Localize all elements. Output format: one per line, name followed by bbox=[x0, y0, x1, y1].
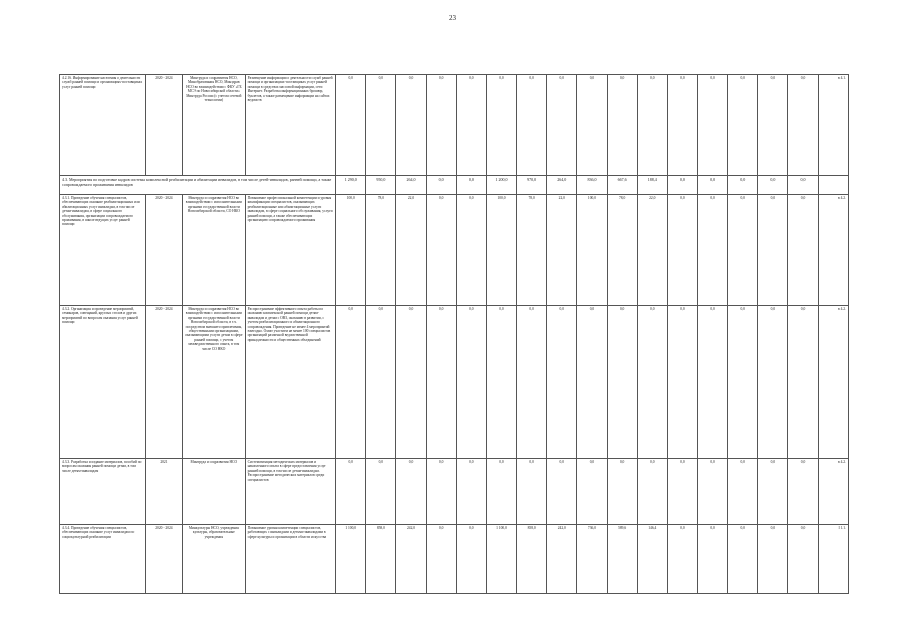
page-number: 23 bbox=[449, 14, 456, 22]
program-table bbox=[59, 74, 849, 594]
value-cell: 0,0 bbox=[517, 459, 547, 525]
value-cell: 0,0 bbox=[728, 525, 758, 594]
value-cell: 0,0 bbox=[426, 75, 456, 176]
value-cell: 1 200,0 bbox=[486, 176, 516, 195]
value-cell: 0,0 bbox=[758, 195, 788, 306]
value-cell: 0,0 bbox=[456, 195, 486, 306]
executor-cell: Минтруда и соцразвития НСО во взаимодействии с исполнительными органами государственной власти Новосибирской области, в т.ч. посредством внешнего привлечения, общественными организациями, оказывающими услуги детям в сфере ранней помощи, с учетом межведомственного опыта, в том числе СО НКО bbox=[182, 306, 245, 459]
value-cell: 0,0 bbox=[456, 176, 486, 195]
activity-cell: 4.3.1. Проведение обучения специалистов, обеспечивающих оказание реабилитационных или абилитационных услуг инвалидам, в том числе детям-инвалидам, в сфере социального обслуживания, организации сопровождаемого проживания, в школе ведущих услуг ранней помощи bbox=[60, 195, 146, 306]
value-cell: 0,0 bbox=[607, 75, 637, 176]
activity-cell: 4.3.2. Организация и проведение мероприятий, семинаров, совещаний, круглых столов и других мероприятий по вопросам оказания услуг ранней помощи bbox=[60, 306, 146, 459]
activity-cell: 4.2.16. Информирование населения о деятельности служб ранней помощи и организациях-поставщиках услуг ранней помощи bbox=[60, 75, 146, 176]
value-cell: 0,0 bbox=[698, 75, 728, 176]
table-row bbox=[60, 195, 849, 306]
value-cell: 0,0 bbox=[336, 306, 366, 459]
value-cell: 242,0 bbox=[396, 525, 426, 594]
value-cell: 858,0 bbox=[366, 525, 396, 594]
value-cell: 22,0 bbox=[637, 195, 667, 306]
value-cell: 0,0 bbox=[667, 75, 697, 176]
executor-cell: Минкультуры НСО, учреждения культуры, образовательные учреждения bbox=[182, 525, 245, 594]
years-cell: 2021 bbox=[145, 459, 182, 525]
value-cell: 100,0 bbox=[486, 195, 516, 306]
reference-cell: в 4.1. bbox=[818, 75, 848, 176]
value-cell: 0,0 bbox=[486, 459, 516, 525]
value-cell: 0,0 bbox=[426, 195, 456, 306]
value-cell: 0,0 bbox=[577, 306, 607, 459]
value-cell: 1 290,0 bbox=[336, 176, 366, 195]
value-cell: 0,0 bbox=[637, 306, 667, 459]
value-cell: 970,0 bbox=[517, 176, 547, 195]
value-cell: 0,0 bbox=[577, 75, 607, 176]
years-cell: 2020 - 2024 bbox=[145, 525, 182, 594]
value-cell: 0,0 bbox=[517, 306, 547, 459]
value-cell: 0,0 bbox=[728, 75, 758, 176]
value-cell: 0,0 bbox=[426, 306, 456, 459]
value-cell: 1 100,0 bbox=[336, 525, 366, 594]
years-cell: 2020 - 2024 bbox=[145, 75, 182, 176]
reference-cell: I 1.1. bbox=[818, 525, 848, 594]
value-cell: 0,0 bbox=[366, 459, 396, 525]
value-cell: 0,0 bbox=[547, 75, 577, 176]
table-row bbox=[60, 306, 849, 459]
value-cell: 0,0 bbox=[788, 176, 818, 195]
value-cell: 0,0 bbox=[637, 459, 667, 525]
value-cell: 0,0 bbox=[667, 306, 697, 459]
value-cell: 78,0 bbox=[607, 195, 637, 306]
value-cell: 0,0 bbox=[637, 75, 667, 176]
value-cell: 0,0 bbox=[788, 75, 818, 176]
value-cell: 0,0 bbox=[758, 459, 788, 525]
value-cell: 0,0 bbox=[788, 459, 818, 525]
value-cell: 22,0 bbox=[396, 195, 426, 306]
value-cell: 0,0 bbox=[728, 195, 758, 306]
value-cell: 0,0 bbox=[698, 306, 728, 459]
value-cell: 0,0 bbox=[698, 195, 728, 306]
table-row bbox=[60, 525, 849, 594]
value-cell: 0,0 bbox=[486, 75, 516, 176]
section-heading-cell: 4.3. Мероприятия по подготовке кадров системы комплексной реабилитации и абилитации инвалидов, в том числе детей-инвалидов, ранней помощи, а также сопровождаемого проживания инвалидов bbox=[60, 176, 336, 195]
value-cell: 0,0 bbox=[607, 459, 637, 525]
value-cell: 0,0 bbox=[486, 306, 516, 459]
result-cell: Систематизация методических материалов и накопленного опыта в сфере предоставления услуг ранней помощи, в том числе детям-инвалидам. Распространение методических материалов среди специалистов bbox=[245, 459, 336, 525]
value-cell: 736,0 bbox=[577, 525, 607, 594]
value-cell: 0,0 bbox=[336, 459, 366, 525]
result-cell: Повышение уровня компетенции специалистов, работающих с инвалидами и детьми-инвалидами в сфере культуры и организации в области искусства bbox=[245, 525, 336, 594]
value-cell: 0,0 bbox=[547, 459, 577, 525]
value-cell: 0,0 bbox=[426, 459, 456, 525]
value-cell: 0,0 bbox=[607, 306, 637, 459]
years-cell: 2020 - 2024 bbox=[145, 195, 182, 306]
value-cell: 0,0 bbox=[728, 459, 758, 525]
value-cell: 0,0 bbox=[426, 525, 456, 594]
executor-cell: Минтруда и соцразвития НСО во взаимодействии с исполнительными органами государственной власти Новосибирской области, СО НКО bbox=[182, 195, 245, 306]
value-cell: 0,0 bbox=[788, 525, 818, 594]
value-cell: 0,0 bbox=[667, 195, 697, 306]
value-cell: 0,0 bbox=[547, 306, 577, 459]
value-cell: 0,0 bbox=[426, 176, 456, 195]
value-cell: 0,0 bbox=[758, 525, 788, 594]
value-cell: 667,6 bbox=[607, 176, 637, 195]
activity-cell: 4.3.4. Проведение обучения специалистов, обеспечивающих оказание услуг инвалидам по социокультурной реабилитации bbox=[60, 525, 146, 594]
value-cell: 0,0 bbox=[667, 525, 697, 594]
value-cell: 0,0 bbox=[456, 459, 486, 525]
value-cell: 0,0 bbox=[366, 306, 396, 459]
table-row bbox=[60, 176, 849, 195]
value-cell: 858,0 bbox=[517, 525, 547, 594]
value-cell: 0,0 bbox=[577, 459, 607, 525]
value-cell: 0,0 bbox=[336, 75, 366, 176]
value-cell: 0,0 bbox=[788, 195, 818, 306]
value-cell: 0,0 bbox=[456, 525, 486, 594]
value-cell: 188,4 bbox=[637, 176, 667, 195]
value-cell: 0,0 bbox=[698, 525, 728, 594]
value-cell: 100,0 bbox=[336, 195, 366, 306]
value-cell: 0,0 bbox=[788, 306, 818, 459]
reference-cell: в 4.2. bbox=[818, 195, 848, 306]
executor-cell: Минтруда и соцразвития НСО, Минобразования НСО, Минздрав НСО во взаимодействии с ФКУ «ГБ МСЭ по Новосибирской области» Минтруда России (с учетом сетевой технологии) bbox=[182, 75, 245, 176]
value-cell: 264,0 bbox=[547, 176, 577, 195]
value-cell: 242,0 bbox=[547, 525, 577, 594]
result-cell: Повышение профессиональной компетенции и уровня квалификации специалистов, оказывающих реабилитационные или абилитационные услуги инвалидам, в сфере социального обслуживания, услуги ранней помощи, а также обеспечивающих организацию сопровождаемого проживания bbox=[245, 195, 336, 306]
value-cell: 1 100,0 bbox=[486, 525, 516, 594]
value-cell: 0,0 bbox=[517, 75, 547, 176]
value-cell: 0,0 bbox=[698, 176, 728, 195]
value-cell: 146,4 bbox=[637, 525, 667, 594]
value-cell: 0,0 bbox=[728, 306, 758, 459]
result-cell: Размещение информации о деятельности служб ранней помощи и организациях-поставщиках услуг ранней помощи в средствах массовой информации, сети Интернет. Разработка информационных брошюр, буклетов, а также размещение информации на сайтах ведомств bbox=[245, 75, 336, 176]
value-cell: 0,0 bbox=[396, 459, 426, 525]
value-cell: 78,0 bbox=[517, 195, 547, 306]
value-cell: 0,0 bbox=[396, 75, 426, 176]
value-cell: 836,0 bbox=[577, 176, 607, 195]
executor-cell: Минтруда и соцразвития НСО bbox=[182, 459, 245, 525]
value-cell: 0,0 bbox=[396, 306, 426, 459]
value-cell: 0,0 bbox=[758, 75, 788, 176]
table-row bbox=[60, 459, 849, 525]
value-cell: 78,0 bbox=[366, 195, 396, 306]
value-cell: 100,0 bbox=[577, 195, 607, 306]
value-cell: 0,0 bbox=[758, 176, 788, 195]
value-cell: 22,0 bbox=[547, 195, 577, 306]
empty-cell bbox=[818, 176, 848, 195]
value-cell: 264,0 bbox=[396, 176, 426, 195]
value-cell: 0,0 bbox=[728, 176, 758, 195]
reference-cell: в 4.2. bbox=[818, 459, 848, 525]
table-row bbox=[60, 75, 849, 176]
years-cell: 2020 - 2024 bbox=[145, 306, 182, 459]
result-cell: Распространение эффективного опыта работы по оказанию комплексной ранней помощи детям-инвалидам и детям с ОВЗ, оказанию в развитии, с учетом реабилитационного и абилитационного сопровождения. Проведение не менее 4 мероприятий ежегодно. Охват участием не менее 100 специалистов организаций различной ведомственной принадлежности и общественных объединений bbox=[245, 306, 336, 459]
value-cell: 0,0 bbox=[667, 176, 697, 195]
activity-cell: 4.3.3. Разработка и издание материалов, пособий по вопросам оказания ранней помощи детям, в том числе детям-инвалидам bbox=[60, 459, 146, 525]
value-cell: 0,0 bbox=[667, 459, 697, 525]
value-cell: 589,6 bbox=[607, 525, 637, 594]
value-cell: 950,0 bbox=[366, 176, 396, 195]
value-cell: 0,0 bbox=[758, 306, 788, 459]
value-cell: 0,0 bbox=[698, 459, 728, 525]
value-cell: 0,0 bbox=[456, 306, 486, 459]
reference-cell: в 4.2. bbox=[818, 306, 848, 459]
value-cell: 0,0 bbox=[456, 75, 486, 176]
value-cell: 0,0 bbox=[366, 75, 396, 176]
